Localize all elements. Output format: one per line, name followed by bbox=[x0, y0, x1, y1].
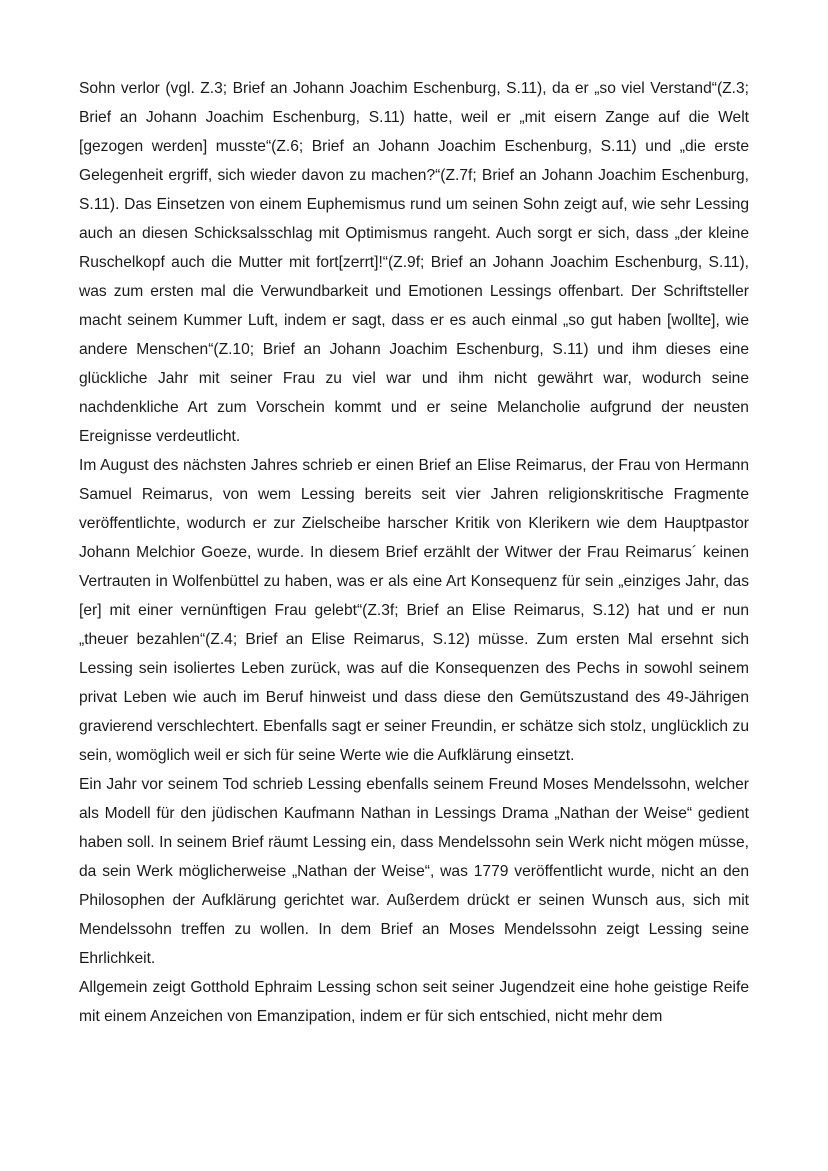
paragraph-mendelssohn-letter: Ein Jahr vor seinem Tod schrieb Lessing ebenfalls seinem Freund Moses Mendelssohn, welcher als Modell für den jüdischen Kaufmann Nathan in Lessings Drama „Nathan der Weise“ gedient haben soll. In seinem Brief räumt Lessing ein, dass Mendelssohn sein Werk nicht mögen müsse, da sein Werk möglicherweise „Nathan der Weise“, was 1779 veröffentlicht wurde, nicht an den Philosophen der Aufklärung gerichtet war. Außerdem drückt er seinen Wunsch aus, sich mit Mendelssohn treffen zu wollen. In dem Brief an Moses Mendelssohn zeigt Lessing seine Ehrlichkeit. bbox=[79, 776, 749, 967]
paragraph-conclusion: Allgemein zeigt Gotthold Ephraim Lessing schon seit seiner Jugendzeit eine hohe geistige Reife mit einem Anzeichen von Emanzipation, indem er für sich entschied, nicht mehr dem bbox=[79, 979, 749, 1025]
paragraph-eschenburg-letter: Sohn verlor (vgl. Z.3; Brief an Johann Joachim Eschenburg, S.11), da er „so viel Verstand“(Z.3; Brief an Johann Joachim Eschenburg, S.11) hatte, weil er „mit eisern Zange auf die Welt [gezogen werden] musste“(Z.6; Brief an Johann Joachim Eschenburg, S.11) und „die erste Gelegenheit ergriff, sich wieder davon zu machen?“(Z.7f; Brief an Johann Joachim Eschenburg, S.11). Das Einsetzen von einem Euphemismus rund um seinen Sohn zeigt auf, wie sehr Lessing auch an diesen Schicksalsschlag mit Optimismus rangeht. Auch sorgt er sich, dass „der kleine Ruschelkopf auch die Mutter mit fort[zerrt]!“(Z.9f; Brief an Johann Joachim Eschenburg, S.11), was zum ersten mal die Verwundbarkeit und Emotionen Lessings offenbart. Der Schriftsteller macht seinem Kummer Luft, indem er sagt, dass er es auch einmal „so gut haben [wollte], wie andere Menschen“(Z.10; Brief an Johann Joachim Eschenburg, S.11) und ihm dieses eine glückliche Jahr mit seiner Frau zu viel war und ihm nicht gewährt war, wodurch seine nachdenkliche Art zum Vorschein kommt und er seine Melancholie aufgrund der neusten Ereignisse verdeutlicht. bbox=[79, 80, 749, 445]
document-body bbox=[79, 74, 749, 1031]
paragraph-reimarus-letter: Im August des nächsten Jahres schrieb er einen Brief an Elise Reimarus, der Frau von Hermann Samuel Reimarus, von wem Lessing bereits seit vier Jahren religionskritische Fragmente veröffentlichte, wodurch er zur Zielscheibe harscher Kritik von Klerikern wie dem Hauptpastor Johann Melchior Goeze, wurde. In diesem Brief erzählt der Witwer der Frau Reimarus´ keinen Vertrauten in Wolfenbüttel zu haben, was er als eine Art Konsequenz für sein „einziges Jahr, das [er] mit einer vernünftigen Frau gelebt“(Z.3f; Brief an Elise Reimarus, S.12) hat und er nun „theuer bezahlen“(Z.4; Brief an Elise Reimarus, S.12) müsse. Zum ersten Mal ersehnt sich Lessing sein isoliertes Leben zurück, was auf die Konsequenzen des Pechs in sowohl seinem privat Leben wie auch im Beruf hinweist und dass diese den Gemütszustand des 49-Jährigen gravierend verschlechtert. Ebenfalls sagt er seiner Freundin, er schätze sich stolz, unglücklich zu sein, womöglich weil er sich für seine Werte wie die Aufklärung einsetzt. bbox=[79, 457, 749, 764]
